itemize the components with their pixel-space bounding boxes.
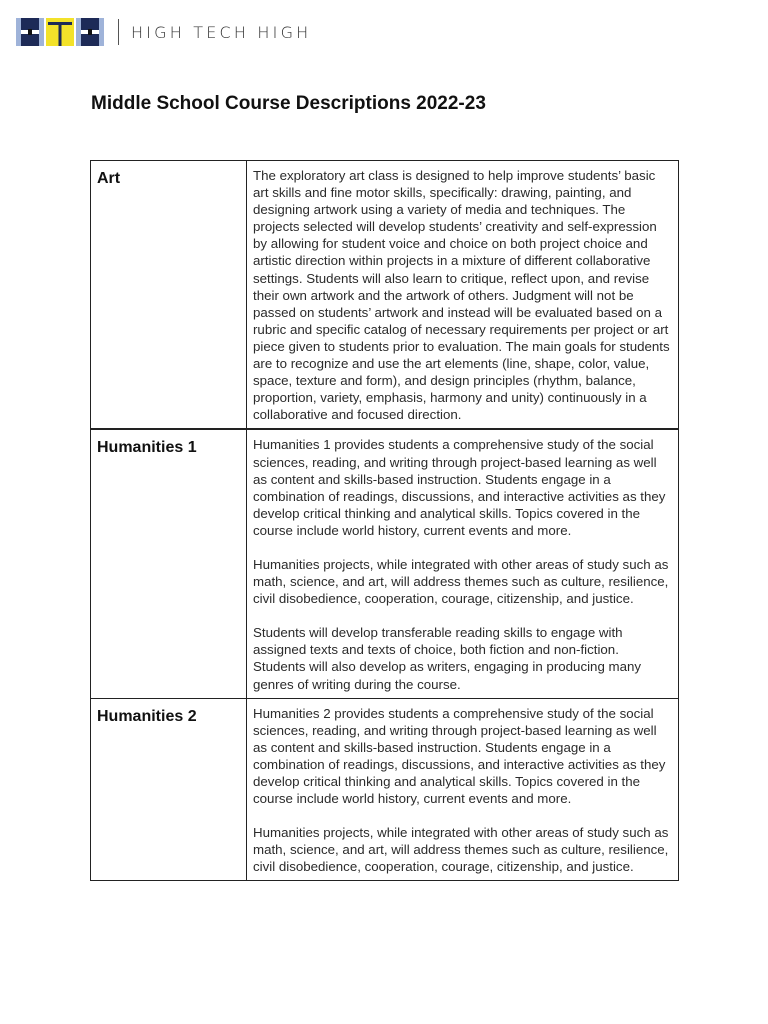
logo-divider bbox=[118, 19, 119, 45]
course-name: Art bbox=[91, 161, 247, 430]
description-paragraph: Humanities projects, while integrated with other areas of study such as math, science, and art, will address themes such as culture, resilience, civil disobedience, cooperation, courage, citizenship, and justice. bbox=[253, 556, 669, 607]
course-name: Humanities 2 bbox=[91, 698, 247, 881]
table-row bbox=[91, 161, 679, 430]
document-title: Middle School Course Descriptions 2022-23 bbox=[91, 93, 486, 114]
description-paragraph: Humanities projects, while integrated with other areas of study such as math, science, and art, will address themes such as culture, resilience, civil disobedience, cooperation, courage, citizenship, and justice. bbox=[253, 825, 669, 875]
logo-h-left-icon bbox=[16, 18, 44, 46]
course-table bbox=[90, 160, 679, 881]
course-description bbox=[247, 698, 679, 881]
course-description bbox=[247, 429, 679, 698]
table-row bbox=[91, 429, 679, 698]
course-description bbox=[247, 161, 679, 430]
course-name: Humanities 1 bbox=[91, 429, 247, 698]
description-paragraph: Humanities 1 provides students a comprehensive study of the social sciences, reading, and writing through project-based learning as well as content and skills-based instruction. Students engage in a combination of readings, discussions, and interactive activities as they develop critical thinking and analytical skills. Topics covered in the course include world history, current events and more. bbox=[253, 437, 666, 538]
logo-h-right-icon bbox=[76, 18, 104, 46]
description-paragraph: Humanities 2 provides students a comprehensive study of the social sciences, reading, and writing through project-based learning as well as content and skills-based instruction. Students engage in a combination of readings, discussions, and interactive activities as they develop critical thinking and analytical skills. Topics covered in the course include world history, current events and more. bbox=[253, 705, 666, 807]
hth-logo bbox=[16, 18, 104, 46]
logo-t-icon bbox=[46, 18, 74, 46]
description-paragraph: Students will develop transferable reading skills to engage with assigned texts and texts of choice, both fiction and non-fiction. Students will also develop as writers, engaging in producing many genres of writing during the course. bbox=[253, 625, 642, 692]
logo-text: HIGH TECH HIGH bbox=[131, 22, 312, 42]
table-row bbox=[91, 698, 679, 881]
description-paragraph: The exploratory art class is designed to help improve students’ basic art skills and fine motor skills, specifically: drawing, painting, and designing artwork using a variety of media and techniques. The projects selected will develop students’ creativity and self-expression by allowing for student voice and choice on both project choice and artistic direction within projects in a mixture of different collaborative settings. Students will also learn to critique, reflect upon, and revise their own artwork and the artwork of others. Judgment will not be passed on students’ artwork and instead will be evaluated based on a rubric and specific catalog of necessary requirements per project or art piece given to students prior to evaluation. The main goals for students are to recognize and use the art elements (line, shape, color, value, space, texture and form), and design principles (rhythm, balance, proportion, variety, emphasis, harmony and unity) continuously in a collaborative and focused direction. bbox=[253, 168, 670, 423]
page-header bbox=[16, 18, 311, 46]
